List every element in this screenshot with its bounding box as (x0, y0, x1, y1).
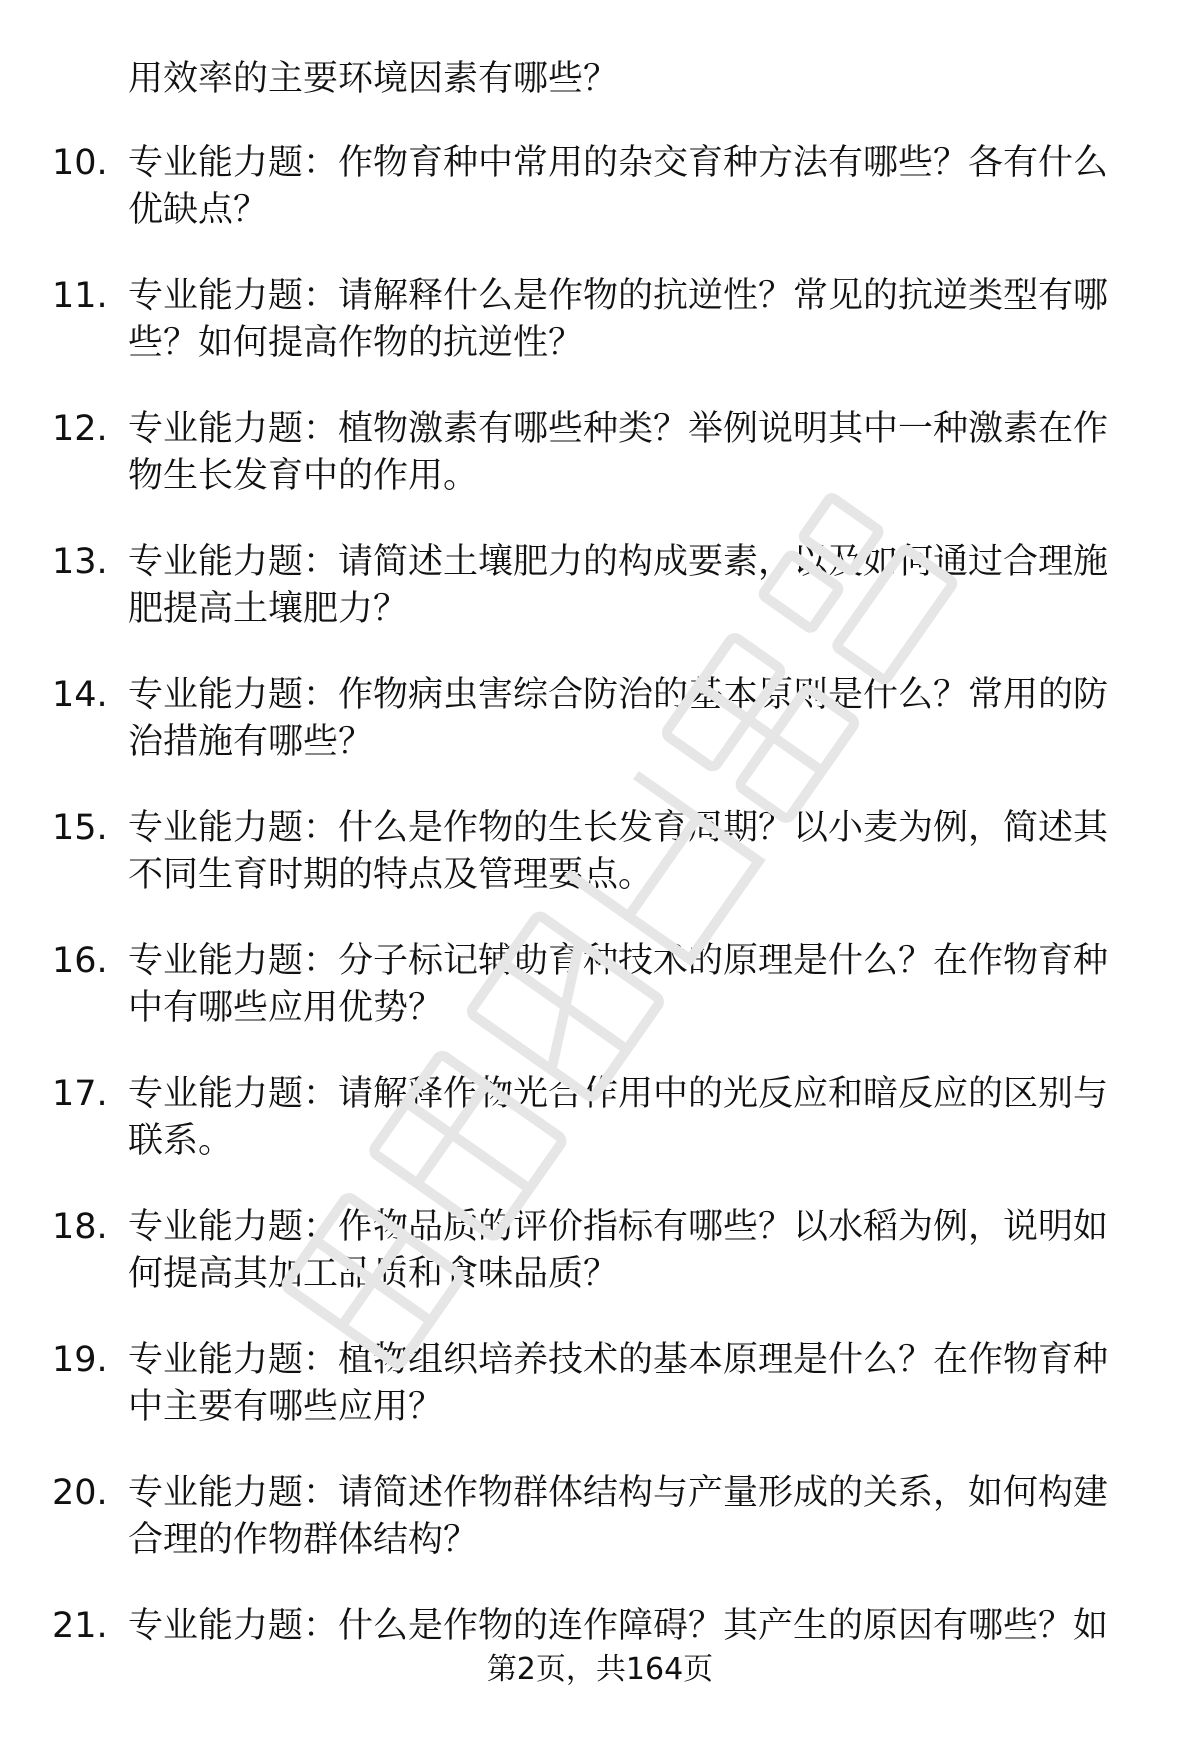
list-item (0, 1204, 1200, 1337)
list-item (0, 1337, 1200, 1470)
question-text: 专业能力题：请简述作物群体结构与产量形成的关系，如何构建合理的作物群体结构？ (128, 1473, 1109, 1560)
question-text: 专业能力题：请解释什么是作物的抗逆性？常见的抗逆类型有哪些？如何提高作物的抗逆性？ (128, 276, 1109, 363)
question-text: 专业能力题：作物品质的评价指标有哪些？以水稻为例，说明如何提高其加工品质和食味品质？ (128, 1207, 1109, 1294)
question-number: 14. (52, 675, 108, 715)
question-number: 12. (52, 409, 108, 449)
question-text: 专业能力题：什么是作物的生长发育周期？以小麦为例，简述其不同生育时期的特点及管理要点。 (128, 808, 1109, 895)
list-item (0, 1470, 1200, 1603)
question-text: 专业能力题：植物激素有哪些种类？举例说明其中一种激素在作物生长发育中的作用。 (128, 409, 1109, 496)
question-number: 20. (52, 1473, 108, 1513)
question-text: 专业能力题：植物组织培养技术的基本原理是什么？在作物育种中主要有哪些应用？ (128, 1340, 1109, 1427)
question-number: 19. (52, 1340, 108, 1380)
question-text: 专业能力题：作物病虫害综合防治的基本原则是什么？常用的防治措施有哪些？ (128, 675, 1109, 762)
question-number: 17. (52, 1074, 108, 1114)
list-item (0, 406, 1200, 539)
list-item (0, 539, 1200, 672)
question-text: 专业能力题：分子标记辅助育种技术的原理是什么？在作物育种中有哪些应用优势？ (128, 941, 1109, 1028)
question-text: 专业能力题：请简述土壤肥力的构成要素，以及如何通过合理施肥提高土壤肥力？ (128, 542, 1109, 629)
question-number: 15. (52, 808, 108, 848)
list-item (0, 672, 1200, 805)
page-footer: 第2页，共164页 (486, 1652, 714, 1687)
list-item (0, 805, 1200, 938)
question-number: 21. (52, 1606, 108, 1646)
question-text: 专业能力题：作物育种中常用的杂交育种方法有哪些？各有什么优缺点？ (128, 143, 1109, 230)
question-number: 13. (52, 542, 108, 582)
list-item (0, 1071, 1200, 1204)
question-number: 16. (52, 941, 108, 981)
question-number: 10. (52, 143, 108, 183)
question-text: 专业能力题：什么是作物的连作障碍？其产生的原因有哪些？如 (128, 1606, 1109, 1646)
question-list (0, 140, 1200, 1736)
list-item (0, 273, 1200, 406)
question-text: 专业能力题：请解释作物光合作用中的光反应和暗反应的区别与联系。 (128, 1074, 1109, 1161)
question-number: 11. (52, 276, 108, 316)
continued-question-text: 用效率的主要环境因素有哪些？ (128, 59, 619, 99)
list-item (0, 140, 1200, 273)
question-number: 18. (52, 1207, 108, 1247)
list-item (0, 938, 1200, 1071)
